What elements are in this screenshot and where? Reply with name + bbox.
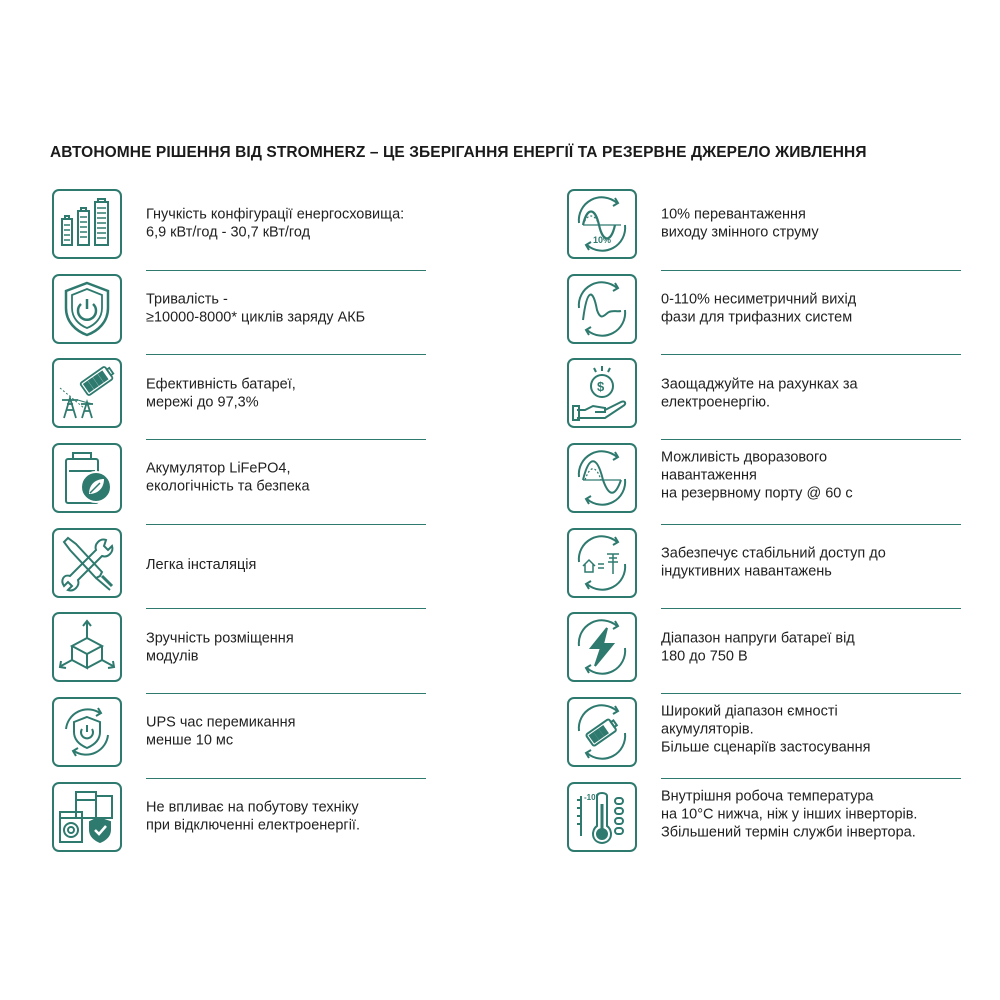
asymmetric-wave-icon <box>567 274 637 344</box>
feature-row <box>52 779 432 864</box>
feature-row <box>567 271 947 356</box>
feature-row <box>567 186 947 271</box>
voltage-bolt-icon <box>567 612 637 682</box>
battery-capacity-icon <box>567 697 637 767</box>
feature-text: Можливість дворазового навантаження на резервному порту @ 60 с <box>661 449 853 502</box>
feature-row <box>567 694 947 779</box>
feature-row <box>52 694 432 779</box>
double-load-icon <box>567 443 637 513</box>
feature-text: Ефективність батареї, мережі до 97,3% <box>146 376 296 411</box>
battery-leaf-icon <box>52 443 122 513</box>
shield-power-icon <box>52 274 122 344</box>
features-left-column <box>52 186 432 864</box>
feature-text: Забезпечує стабільний доступ до індуктивних навантажень <box>661 545 886 580</box>
feature-text: Широкий діапазон ємності акумуляторів. Більше сценаріїв застосування <box>661 703 871 756</box>
feature-row <box>52 355 432 440</box>
svg-text:$: $ <box>597 379 605 395</box>
feature-row <box>567 609 947 694</box>
feature-text: Заощаджуйте на рахунках за електроенергію. <box>661 376 858 411</box>
feature-text: 10% перевантаження виходу змінного струму <box>661 207 819 242</box>
feature-row <box>52 440 432 525</box>
feature-row <box>567 440 947 525</box>
appliances-shield-icon <box>52 782 122 852</box>
feature-text: Внутрішня робоча температура на 10°С нижча, ніж у інших інверторів. Збільшений термін служби інвертора. <box>661 788 918 841</box>
feature-text: Не впливає на побутову техніку при відключенні електроенергії. <box>146 799 360 834</box>
feature-text: Гнучкість конфігурації енергосховища: 6,9 кВт/год - 30,7 кВт/год <box>146 207 405 242</box>
inductive-load-icon <box>567 528 637 598</box>
module-box-icon <box>52 612 122 682</box>
svg-text:-10°: -10° <box>584 792 599 802</box>
feature-row <box>52 609 432 694</box>
batteries-icon <box>52 189 122 259</box>
page-title: АВТОНОМНЕ РІШЕННЯ ВІД STROMHERZ – ЦЕ ЗБЕРІГАННЯ ЕНЕРГІЇ ТА РЕЗЕРВНЕ ДЖЕРЕЛО ЖИВЛЕННЯ <box>50 144 867 161</box>
feature-row <box>567 355 947 440</box>
battery-grid-icon <box>52 358 122 428</box>
feature-text: 0-110% несиметричний вихід фази для трифазних систем <box>661 291 857 326</box>
thermometer-icon <box>567 782 637 852</box>
ups-shield-icon <box>52 697 122 767</box>
tools-icon <box>52 528 122 598</box>
savings-hand-icon <box>567 358 637 428</box>
svg-text:10%: 10% <box>593 235 612 245</box>
feature-text: Легка інсталяція <box>146 556 257 573</box>
feature-text: Акумулятор LiFePO4, екологічність та безпека <box>146 461 310 496</box>
feature-text: UPS час перемикання менше 10 мс <box>146 715 296 750</box>
feature-row <box>52 271 432 356</box>
feature-text: Зручність розміщення модулів <box>146 630 294 665</box>
feature-row <box>52 186 432 271</box>
overload-wave-icon <box>567 189 637 259</box>
feature-row <box>567 525 947 610</box>
feature-text: Діапазон напруги батареї від 180 до 750 В <box>661 630 855 665</box>
feature-text: Тривалість - ≥10000-8000* циклів заряду АКБ <box>146 291 366 326</box>
feature-row <box>567 779 947 864</box>
features-right-column <box>567 186 947 864</box>
feature-row <box>52 525 432 610</box>
